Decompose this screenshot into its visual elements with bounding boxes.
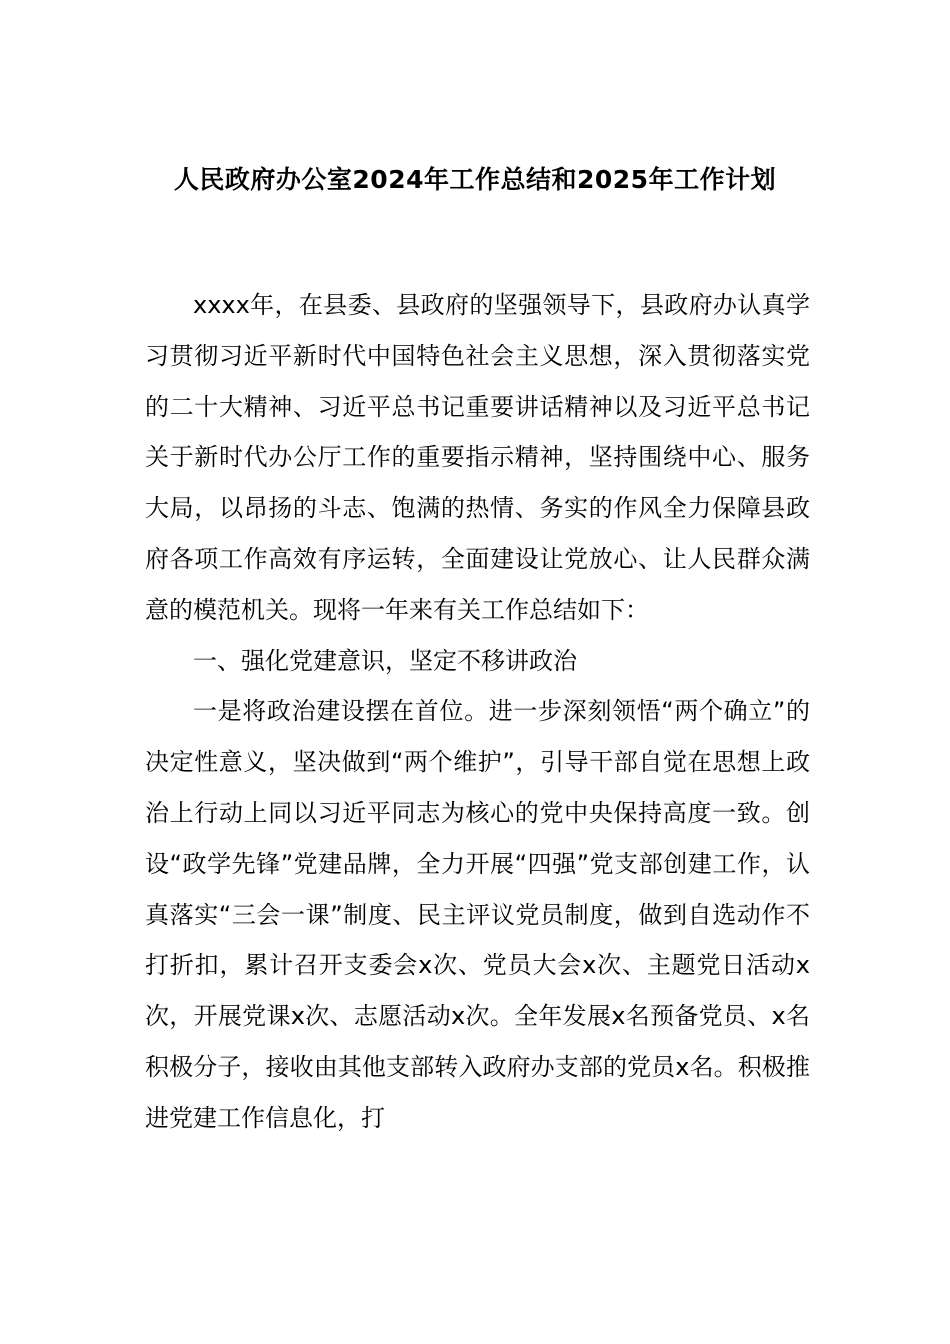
section-heading: 一、强化党建意识，坚定不移讲政治 <box>193 646 577 675</box>
body-paragraph: 一是将政治建设摆在首位。进一步深刻领悟“两个确立”的决定性意义，坚决做到“两个维护”，引导干部自觉在思想上政治上行动上同以习近平同志为核心的党中央保持高度一致。创设“政学先锋”党建品牌，全力开展“四强”党支部创建工作，认真落实“三会一课”制度、民主评议党员制度，做到自选动作不打折扣，累计召开支委会x次、党员大会x次、主题党日活动x次，开展党课x次、志愿活动x次。全年发展x名预备党员、x名积极分子，接收由其他支部转入政府办支部的党员x名。积极推进党建工作信息化，打 <box>145 697 810 1132</box>
document-title: 人民政府办公室2024年工作总结和2025年工作计划 <box>173 165 777 194</box>
document-body <box>145 280 810 1144</box>
intro-paragraph: xxxx年，在县委、县政府的坚强领导下，县政府办认真学习贯彻习近平新时代中国特色社会主义思想，深入贯彻落实党的二十大精神、习近平总书记重要讲话精神以及习近平总书记关于新时代办公厅工作的重要指示精神，坚持围绕中心、服务大局，以昂扬的斗志、饱满的热情、务实的作风全力保障县政府各项工作高效有序运转，全面建设让党放心、让人民群众满意的模范机关。现将一年来有关工作总结如下： <box>145 291 810 624</box>
